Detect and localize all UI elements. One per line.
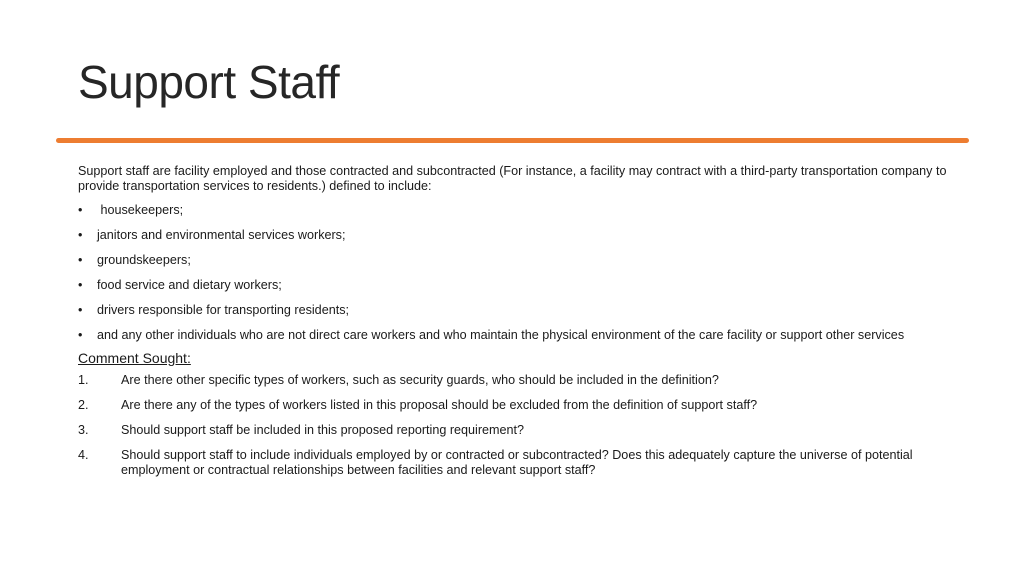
question-text: Should support staff be included in this proposed reporting requirement? <box>121 423 525 437</box>
list-item <box>78 398 958 413</box>
list-item <box>78 328 958 343</box>
list-item <box>78 423 958 438</box>
question-number: 3. <box>78 423 89 437</box>
question-text: Are there any of the types of workers listed in this proposal should be excluded from the definition of support staff? <box>121 398 758 412</box>
bullet-text: janitors and environmental services workers; <box>97 228 346 242</box>
bullet-list <box>78 203 958 343</box>
bullet-icon: • <box>78 303 83 317</box>
list-item <box>78 278 958 293</box>
title-divider <box>56 138 969 143</box>
bullet-icon: • <box>78 278 83 292</box>
list-item <box>78 228 958 243</box>
comment-sought-heading: Comment Sought: <box>78 350 191 366</box>
bullet-text: groundskeepers; <box>97 253 191 267</box>
bullet-icon: • <box>78 253 83 267</box>
question-number: 2. <box>78 398 89 412</box>
bullet-icon: • <box>78 203 83 217</box>
slide-title: Support Staff <box>78 56 340 108</box>
bullet-text: drivers responsible for transporting residents; <box>97 303 349 317</box>
list-item <box>78 203 958 218</box>
question-text: Are there other specific types of workers, such as security guards, who should be included in the definition? <box>121 373 719 387</box>
list-item <box>78 448 958 478</box>
question-number: 1. <box>78 373 89 387</box>
questions-list <box>78 373 958 478</box>
list-item <box>78 253 958 268</box>
question-number: 4. <box>78 448 89 462</box>
bullet-text: and any other individuals who are not direct care workers and who maintain the physical environment of the care facility or support other services <box>97 328 905 342</box>
bullet-icon: • <box>78 228 83 242</box>
slide-body <box>78 164 958 488</box>
bullet-icon: • <box>78 328 83 342</box>
question-text: Should support staff to include individuals employed by or contracted or subcontracted? Does this adequately capture the universe of potential employment or contractual relationships between facilities and relevant support staff? <box>121 448 913 477</box>
list-item <box>78 373 958 388</box>
bullet-text: food service and dietary workers; <box>97 278 282 292</box>
intro-paragraph: Support staff are facility employed and those contracted and subcontracted (For instance, a facility may contract with a third-party transportation company to provide transportation services to residents.) defined to include: <box>78 164 947 193</box>
list-item <box>78 303 958 318</box>
bullet-text: housekeepers; <box>97 203 184 217</box>
